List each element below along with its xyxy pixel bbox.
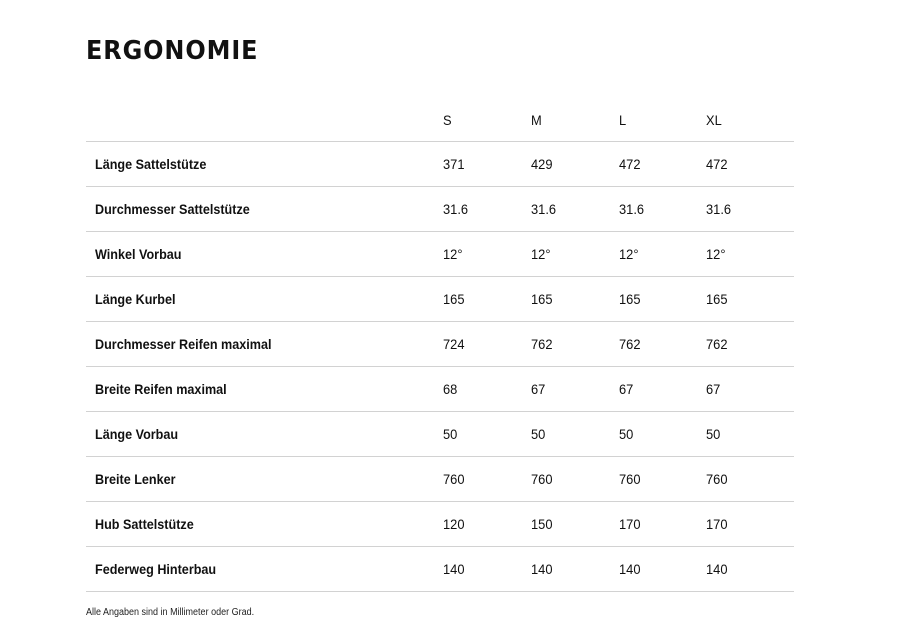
table-row (86, 412, 794, 457)
cell-value: 760 (530, 471, 553, 487)
cell-value: 762 (618, 336, 640, 352)
column-header-s: S (443, 111, 452, 128)
column-header-xl: XL (706, 111, 723, 128)
cell-value: 12° (443, 246, 463, 262)
column-header-l: L (618, 111, 626, 128)
table-row (86, 367, 794, 412)
row-label: Hub Sattelstütze (95, 516, 194, 532)
cell-value: 68 (443, 381, 458, 397)
cell-value: 140 (706, 561, 728, 577)
row-label: Breite Lenker (95, 471, 176, 487)
cell-value: 67 (706, 381, 721, 397)
cell-value: 472 (706, 156, 728, 172)
cell-value: 170 (706, 516, 728, 532)
cell-value: 31.6 (530, 201, 556, 217)
cell-value: 140 (443, 561, 465, 577)
cell-value: 50 (618, 426, 633, 442)
row-label: Breite Reifen maximal (95, 381, 227, 397)
cell-value: 429 (530, 156, 553, 172)
cell-value: 12° (530, 246, 551, 262)
cell-value: 472 (618, 156, 640, 172)
cell-value: 165 (443, 291, 465, 307)
cell-value: 12° (706, 246, 726, 262)
table-row (86, 142, 794, 187)
row-label: Federweg Hinterbau (95, 561, 217, 577)
cell-value: 140 (530, 561, 553, 577)
cell-value: 760 (618, 471, 640, 487)
table-row (86, 502, 794, 547)
cell-value: 762 (706, 336, 728, 352)
row-label: Länge Vorbau (95, 426, 179, 442)
page-title: ERGONOMIE (86, 36, 259, 66)
table-row (86, 232, 794, 277)
column-header-m: M (530, 111, 542, 128)
cell-value: 67 (530, 381, 546, 397)
cell-value: 150 (530, 516, 553, 532)
table-row (86, 547, 794, 592)
cell-value: 371 (443, 156, 465, 172)
cell-value: 165 (618, 291, 640, 307)
cell-value: 724 (443, 336, 465, 352)
cell-value: 31.6 (706, 201, 732, 217)
cell-value: 67 (618, 381, 633, 397)
cell-value: 165 (706, 291, 728, 307)
cell-value: 50 (443, 426, 458, 442)
cell-value: 50 (530, 426, 546, 442)
cell-value: 31.6 (443, 201, 469, 217)
cell-value: 140 (618, 561, 640, 577)
table-row (86, 277, 794, 322)
row-label: Durchmesser Reifen maximal (95, 336, 272, 352)
cell-value: 760 (706, 471, 728, 487)
table-row (86, 457, 794, 502)
cell-value: 12° (618, 246, 638, 262)
cell-value: 120 (443, 516, 465, 532)
table-header-row (86, 98, 794, 142)
row-label: Länge Sattelstütze (95, 156, 207, 172)
geometry-table (86, 98, 794, 592)
cell-value: 762 (530, 336, 553, 352)
cell-value: 31.6 (618, 201, 644, 217)
cell-value: 165 (530, 291, 553, 307)
row-label: Länge Kurbel (95, 291, 176, 307)
cell-value: 760 (443, 471, 465, 487)
cell-value: 170 (618, 516, 640, 532)
cell-value: 50 (706, 426, 721, 442)
table-row (86, 187, 794, 232)
row-label: Durchmesser Sattelstütze (95, 201, 250, 217)
footnote: Alle Angaben sind in Millimeter oder Grad. (86, 607, 255, 618)
row-label: Winkel Vorbau (95, 246, 182, 262)
table-row (86, 322, 794, 367)
